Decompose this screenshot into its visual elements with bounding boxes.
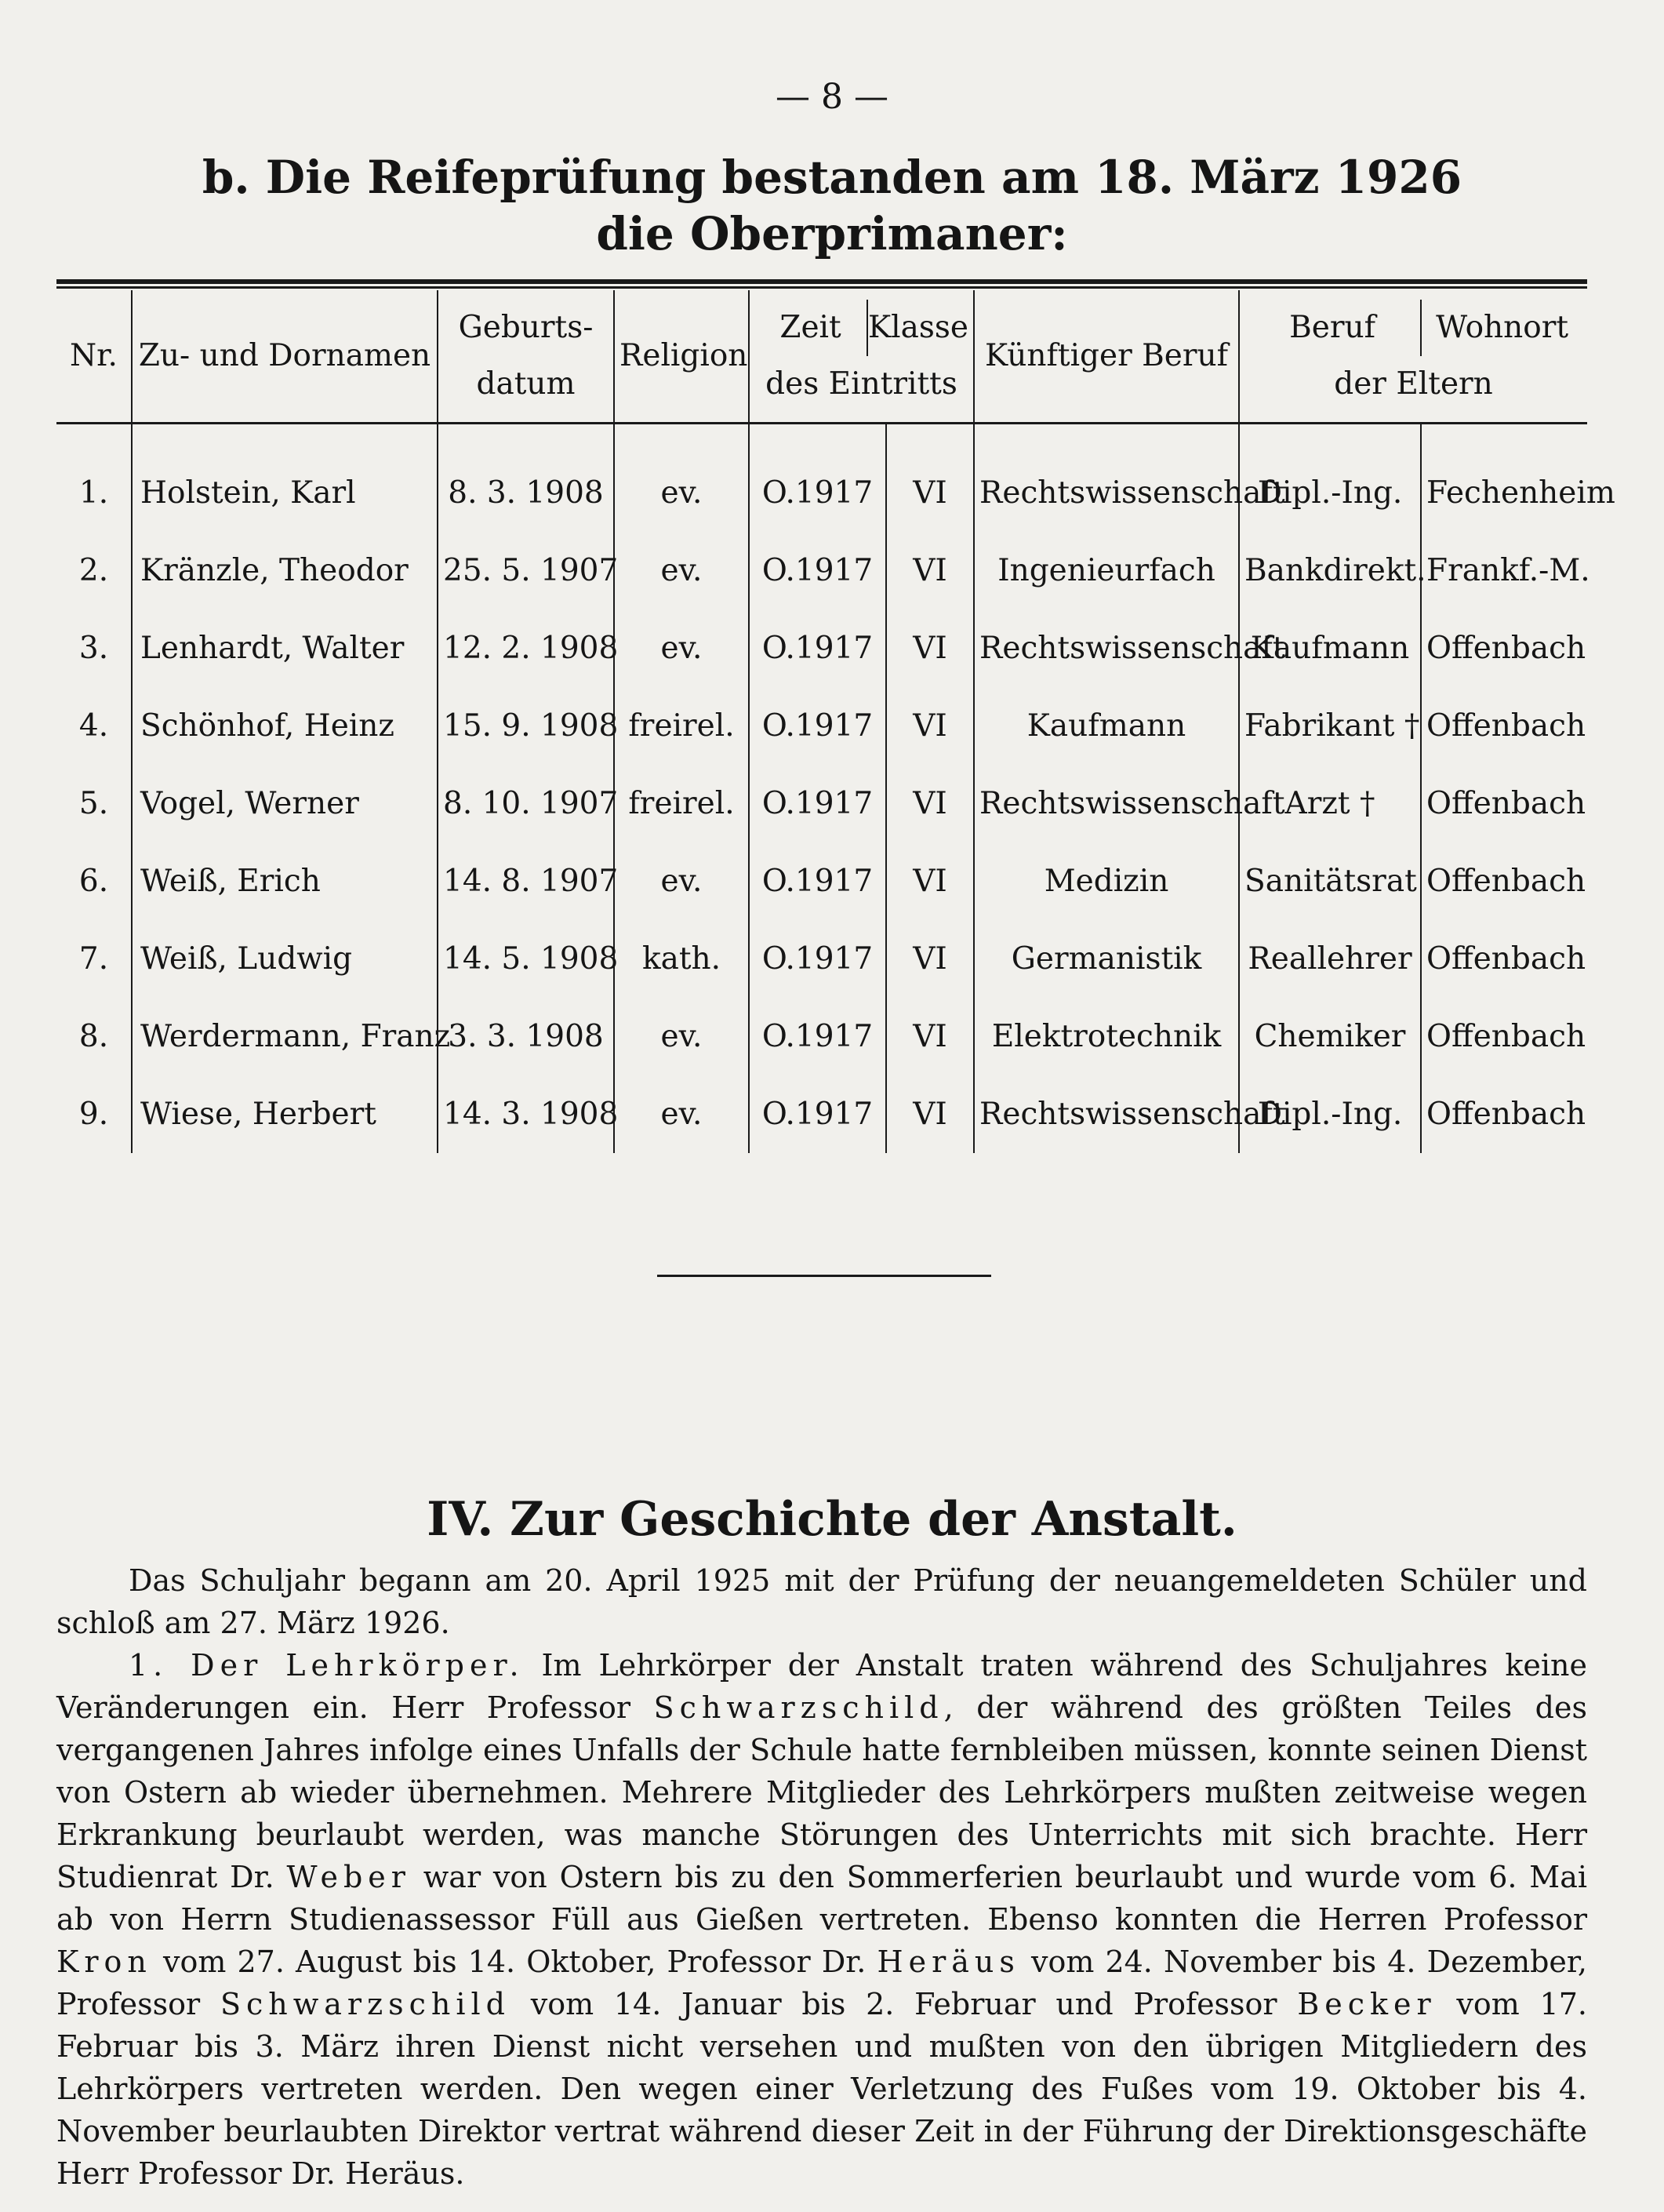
row-parent-profession: Arzt † [1239, 765, 1421, 842]
row-residence: Frankf.-M. [1421, 532, 1587, 609]
table-row [56, 920, 1587, 998]
table-row [56, 765, 1587, 842]
row-parent-profession: Sanitätsrat [1239, 842, 1421, 920]
row-birthdate: 3. 3. 1908 [438, 998, 614, 1075]
row-nr: 8. [78, 1019, 109, 1054]
row-future-profession: Kaufmann [974, 687, 1239, 765]
row-residence: Offenbach [1421, 920, 1587, 998]
row-parent-profession: Dipl.-Ing. [1239, 424, 1421, 533]
table-row [56, 532, 1587, 609]
row-nr: 9. [78, 1097, 109, 1132]
row-residence: Offenbach [1421, 998, 1587, 1075]
row-religion: freirel. [614, 687, 749, 765]
row-nr: 7. [78, 941, 109, 977]
row-birthdate: 15. 9. 1908 [438, 687, 614, 765]
row-birthdate: 8. 10. 1907 [438, 765, 614, 842]
row-name: Lenhardt, Walter [132, 609, 438, 687]
row-name: Schönhof, Heinz [132, 687, 438, 765]
row-religion: ev. [614, 424, 749, 533]
row-nr: 1. [78, 475, 109, 511]
row-class: VI [886, 765, 974, 842]
row-class: VI [886, 1075, 974, 1153]
section-divider [657, 1275, 991, 1277]
body-text [56, 1559, 1587, 2195]
row-future-profession: Rechtswissenschaft [974, 609, 1239, 687]
header-name: Zu- und Dornamen [132, 290, 438, 424]
title-line-1: b. Die Reifeprüfung bestanden am 18. März 1926 [202, 151, 1462, 204]
row-parent-profession: Bankdirekt. [1239, 532, 1421, 609]
row-birthdate: 14. 8. 1907 [438, 842, 614, 920]
row-class: VI [886, 609, 974, 687]
table-row [56, 842, 1587, 920]
paragraph-2: 1. Der Lehrkörper. Im Lehrkörper der Anstalt traten während des Schuljahres keine Veränderungen ein. Herr Professor Schwarzschild, der während des größten Teiles des vergangenen Jahres infolge eines Unfalls der Schule hatte fernbleiben müssen, konnte seinen Dienst von Ostern ab wieder übernehmen. Mehrere Mitglieder des Lehrkörpers mußten zeitweise wegen Erkrankung beurlaubt werden, was manche Störungen des Unterrichts mit sich brachte. Herr Studienrat Dr. Weber war von Ostern bis zu den Sommerferien beurlaubt und wurde vom 6. Mai ab von Herrn Studienassessor Füll aus Gießen vertreten. Ebenso konnten die Herren Professor Kron vom 27. August bis 14. Oktober, Professor Dr. Heräus vom 24. November bis 4. Dezember, Professor Schwarzschild vom 14. Januar bis 2. Februar und Professor Becker vom 17. Februar bis 3. März ihren Dienst nicht versehen und mußten von den übrigen Mitgliedern des Lehrkörpers vertreten werden. Den wegen einer Verletzung des Fußes vom 19. Oktober bis 4. November beurlaubten Direktor vertrat während dieser Zeit in der Führung der Direktionsgeschäfte Herr Professor Dr. Heräus. [56, 1648, 1587, 2191]
row-class: VI [886, 998, 974, 1075]
row-religion: ev. [614, 609, 749, 687]
row-religion: ev. [614, 532, 749, 609]
row-name: Kränzle, Theodor [132, 532, 438, 609]
row-entry-time: O.1917 [749, 920, 886, 998]
row-name: Holstein, Karl [132, 424, 438, 533]
row-class: VI [886, 920, 974, 998]
header-birthdate: Geburts- datum [438, 290, 614, 424]
table-row [56, 687, 1587, 765]
row-entry-time: O.1917 [749, 998, 886, 1075]
row-entry-time: O.1917 [749, 765, 886, 842]
header-entry: Zeit Klasse des Eintritts [749, 290, 974, 424]
row-future-profession: Rechtswissenschaft [974, 1075, 1239, 1153]
row-class: VI [886, 532, 974, 609]
row-birthdate: 25. 5. 1907 [438, 532, 614, 609]
row-name: Weiß, Erich [132, 842, 438, 920]
row-nr: 5. [78, 786, 109, 821]
row-birthdate: 8. 3. 1908 [438, 424, 614, 533]
table-top-rule-thin [56, 286, 1587, 289]
row-birthdate: 14. 3. 1908 [438, 1075, 614, 1153]
row-future-profession: Rechtswissenschaft [974, 424, 1239, 533]
row-religion: ev. [614, 842, 749, 920]
row-parent-profession: Reallehrer [1239, 920, 1421, 998]
header-nr: Nr. [56, 290, 132, 424]
row-parent-profession: Fabrikant † [1239, 687, 1421, 765]
row-residence: Fechenheim [1421, 424, 1587, 533]
row-religion: ev. [614, 1075, 749, 1153]
row-entry-time: O.1917 [749, 687, 886, 765]
row-future-profession: Medizin [974, 842, 1239, 920]
row-religion: kath. [614, 920, 749, 998]
row-future-profession: Rechtswissenschaft [974, 765, 1239, 842]
row-entry-time: O.1917 [749, 424, 886, 533]
row-name: Vogel, Werner [132, 765, 438, 842]
page-title [0, 149, 1664, 262]
row-name: Werdermann, Franz [132, 998, 438, 1075]
row-entry-time: O.1917 [749, 609, 886, 687]
table-header-row [56, 290, 1587, 424]
table-top-rule [56, 279, 1587, 284]
table-row [56, 998, 1587, 1075]
table-row [56, 1075, 1587, 1153]
row-nr: 3. [78, 631, 109, 666]
title-line-2: die Oberprimaner: [596, 207, 1068, 260]
row-future-profession: Germanistik [974, 920, 1239, 998]
row-birthdate: 14. 5. 1908 [438, 920, 614, 998]
row-nr: 4. [78, 708, 109, 744]
row-nr: 2. [78, 553, 109, 588]
row-entry-time: O.1917 [749, 532, 886, 609]
section-heading: IV. Zur Geschichte der Anstalt. [427, 1492, 1237, 1547]
row-residence: Offenbach [1421, 765, 1587, 842]
row-religion: ev. [614, 998, 749, 1075]
row-parent-profession: Dipl.-Ing. [1239, 1075, 1421, 1153]
row-nr: 6. [78, 864, 109, 899]
row-residence: Offenbach [1421, 1075, 1587, 1153]
table-row [56, 424, 1587, 533]
row-entry-time: O.1917 [749, 1075, 886, 1153]
header-future-profession: Künftiger Beruf [974, 290, 1239, 424]
header-parents: Beruf Wohnort der Eltern [1239, 290, 1587, 424]
row-residence: Offenbach [1421, 842, 1587, 920]
row-residence: Offenbach [1421, 609, 1587, 687]
row-future-profession: Elektrotechnik [974, 998, 1239, 1075]
row-class: VI [886, 424, 974, 533]
row-future-profession: Ingenieurfach [974, 532, 1239, 609]
row-parent-profession: Chemiker [1239, 998, 1421, 1075]
header-religion: Religion [614, 290, 749, 424]
row-religion: freirel. [614, 765, 749, 842]
row-name: Weiß, Ludwig [132, 920, 438, 998]
graduates-table [56, 290, 1615, 1153]
row-residence: Offenbach [1421, 687, 1587, 765]
row-birthdate: 12. 2. 1908 [438, 609, 614, 687]
table-row [56, 609, 1587, 687]
page-number: — 8 — [776, 77, 888, 117]
row-parent-profession: Kaufmann [1239, 609, 1421, 687]
row-name: Wiese, Herbert [132, 1075, 438, 1153]
paragraph-1: Das Schuljahr begann am 20. April 1925 mit der Prüfung der neuangemeldeten Schüler und schloß am 27. März 1926. [56, 1563, 1587, 1640]
row-entry-time: O.1917 [749, 842, 886, 920]
row-class: VI [886, 842, 974, 920]
row-class: VI [886, 687, 974, 765]
